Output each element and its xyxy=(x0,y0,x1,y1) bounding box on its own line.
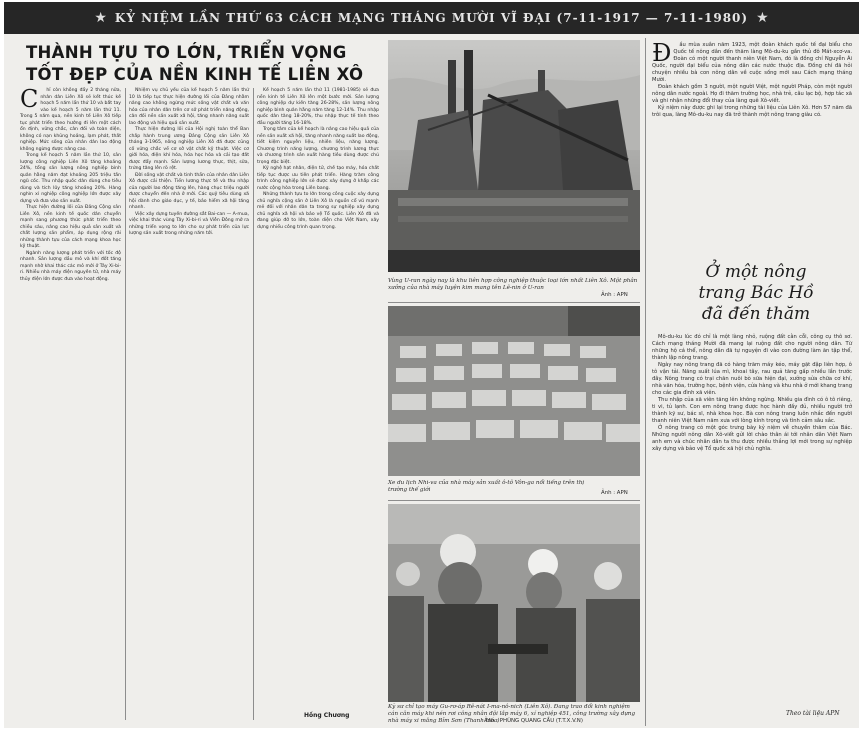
article-headline xyxy=(26,42,366,86)
article-paragraph: hỉ còn không đầy 2 tháng nữa, nhân dân Liên Xô sẽ kết thúc kế hoạch 5 năm lần thứ 10 và bắt tay vào kế hoạch 5 năm lần thứ 11. Trong 5 năm qua, nền kinh tế Liên Xô tiếp tục phát triển theo hướng đi lên một cách ổn định, vững chắc, cân đối và toàn diện, không có nạn khủng hoảng, lạm phát, thất nghiệp. Mức sống của nhân dân lao động không ngừng được nâng cao. xyxy=(20,88,121,152)
article-paragraph: Kỹ nghệ hạt nhân, điện tử, chế tạo máy, hóa chất tiếp tục được ưu tiên phát triển. Hàng trăm công trình công nghiệp lớn sẽ được xây dựng ở khắp các nước cộng hòa trong Liên bang. xyxy=(257,166,379,191)
sidebar-headline-line-1: Ở một nông xyxy=(705,262,807,282)
sidebar-paragraph: Kỷ niệm này được ghi lại trong những tài liệu của Liên Xô. Hơn 57 năm đã trôi qua, làng Mô-du-ku nay đã trở thành một nông trang giàu có. xyxy=(652,105,852,118)
factory-image xyxy=(388,40,640,272)
photo-credit: Ảnh : APN xyxy=(601,490,628,496)
banner-title: KỶ NIỆM LẦN THỨ 63 CÁCH MẠNG THÁNG MƯỜI VĨ ĐẠI (7-11-1917 — 7-11-1980) xyxy=(114,11,749,25)
column-divider xyxy=(125,88,126,720)
article-paragraph: Trọng tâm của kế hoạch là nâng cao hiệu quả của nền sản xuất xã hội, tăng nhanh năng suất lao động, tiết kiệm nguyên liệu, nhiên liệu, năng lượng. Chương trình năng lượng, chương trình lương thực và chương trình sản xuất hàng tiêu dùng được chú trọng đặc biệt. xyxy=(257,127,379,165)
article-column-1 xyxy=(20,85,121,720)
article-paragraph: Những thành tựu to lớn trong công cuộc xây dựng chủ nghĩa cộng sản ở Liên Xô là nguồn cổ vũ mạnh mẽ đối với nhân dân ta trong sự nghiệp xây dựng chủ nghĩa xã hội và bảo vệ Tổ quốc. Liên Xô đã và đang giúp đỡ to lớn, toàn diện cho Việt Nam, xây dựng nhiều công trình quan trọng. xyxy=(257,192,379,230)
cars-photo xyxy=(388,306,640,476)
photo-caption: Xe du lịch Nhi-va của nhà máy sản xuất ô-tô Vôn-ga nổi tiếng trên thị trường thế giới xyxy=(388,480,585,493)
sidebar-paragraph: Ở nông trang có một góc trưng bày kỷ niệm về chuyến thăm của Bác. Những người nông dân Xô-viết gửi lời chào thân ái tới nhân dân Việt Nam anh em và chúc nhân dân ta thu được nhiều thắng lợi mới trong sự nghiệp xây dựng và bảo vệ Tổ quốc xã hội chủ nghĩa. xyxy=(652,425,852,452)
newspaper-page xyxy=(4,2,859,728)
sidebar-paragraph: Đoàn khách gồm 3 người, một người Việt, một người Pháp, còn một người nông dân nước ngoài. Họ đi thăm trường học, nhà trẻ, câu lạc bộ, hợp tác xã và ghi nhận những đổi thay của làng quê Xô-viết. xyxy=(652,84,852,104)
article-column-3 xyxy=(257,88,379,700)
column-divider xyxy=(253,88,254,720)
sidebar-paragraph: Ngày nay nông trang đã có hàng trăm máy kéo, máy gặt đập liên hợp, ô tô vận tải. Năng suất lúa mì, khoai tây, rau quả tăng gấp nhiều lần trước đây. Nông trang có trại chăn nuôi bò sữa hiện đại, xưởng sửa chữa cơ khí, nhà văn hóa, trường học, bệnh viện, cửa hàng và khu nhà ở mới khang trang cho các gia đình xã viên. xyxy=(652,362,852,396)
workers-photo xyxy=(388,504,640,702)
sidebar-paragraph: Mô-du-ku lúc đó chỉ là một làng nhỏ, ruộng đất cằn cỗi, công cụ thô sơ. Cách mạng tháng Mười đã mang lại ruộng đất cho người nông dân. Từ những hộ cá thể, nông dân đã tự nguyện đi vào con đường làm ăn tập thể, thành lập nông trang. xyxy=(652,334,852,361)
photo-credit: Ảnh : APN xyxy=(601,292,628,298)
sidebar-headline-line-3: đã đến thăm xyxy=(701,304,811,324)
sidebar-dropcap: Đ xyxy=(652,39,672,67)
article-author: Hồng Chương xyxy=(304,712,350,719)
article-column-2 xyxy=(129,88,249,710)
sidebar-column-bottom xyxy=(652,334,852,706)
sidebar-paragraph: ầu mùa xuân năm 1923, một đoàn khách quốc tế đại biểu cho Quốc tế nông dân đến thăm làng Mô-du-ku gần thủ đô Mát-xcơ-va. Đoàn có một người thanh niên Việt Nam, đó là đồng chí Nguyễn Ái Quốc, người đại biểu của nông dân các nước thuộc địa. Đồng chí đã hỏi chuyện nhiều bà con nông dân về cuộc sống mới sau Cách mạng tháng Mười. xyxy=(652,42,852,83)
photo-caption: Vùng U-ran ngày nay là khu liên hợp công nghiệp thuộc loại lớn nhất Liên Xô. Một phân xưởng của nhà máy luyện kim mang tên Lê-nin ở U-ran xyxy=(388,278,638,291)
photo-credit: Ảnh : PHÙNG QUANG CẦU (T.T.X.V.N) xyxy=(484,718,583,724)
article-paragraph: Thực hiện đường lối của Hội nghị toàn thể Ban chấp hành trung ương Đảng Cộng sản Liên Xô tháng 3-1965, nông nghiệp Liên Xô đã được củng cố vững chắc về cơ sở vật chất kỹ thuật. Việc cơ giới hóa, điện khí hóa, hóa học hóa và cải tạo đất được đẩy mạnh. Sản lượng lương thực, thịt, sữa, trứng tăng lên rõ rệt. xyxy=(129,127,249,171)
article-paragraph: Việc xây dựng tuyến đường sắt Bai-can — A-mua, việc khai thác vùng Tây Xi-bi-ri và Viễn Đông mở ra những triển vọng to lớn cho sự phát triển của lực lượng sản xuất trong những năm tới. xyxy=(129,211,250,236)
sidebar-paragraph: Thu nhập của xã viên tăng lên không ngừng. Nhiều gia đình có ô tô riêng, ti vi, tủ lạnh. Con em nông trang được học hành đầy đủ, nhiều người trở thành kỹ sư, bác sĩ, nhà khoa học. Bà con nông trang luôn nhắc đến người thanh niên Việt Nam năm xưa với lòng kính trọng và tình cảm sâu sắc. xyxy=(652,397,852,424)
article-paragraph: Nhiệm vụ chủ yếu của kế hoạch 5 năm lần thứ 10 là tiếp tục thực hiện đường lối của Đảng nhằm nâng cao không ngừng mức sống vật chất và văn hóa của nhân dân trên cơ sở phát triển năng động, cân đối nền sản xuất xã hội, tăng nhanh năng suất lao động và hiệu quả sản xuất. xyxy=(129,88,249,126)
section-divider xyxy=(388,302,640,303)
headline-line-1: THÀNH TỰU TO LỚN, TRIỂN VỌNG xyxy=(26,43,347,62)
article-paragraph: Kế hoạch 5 năm lần thứ 11 (1981-1985) sẽ đưa nền kinh tế Liên Xô lên một bước mới. Sản lượng công nghiệp dự kiến tăng 26-28%, sản lượng nông nghiệp bình quân hằng năm tăng 12-14%. Thu nhập quốc dân tăng 18-20%, thu nhập thực tế tính theo đầu người tăng 16-18%. xyxy=(257,88,379,126)
sidebar-column-top xyxy=(652,39,852,254)
photo-caption: Kỹ sư chỉ tạo máy Gu-rơ-áp Rê-nát I-ma-nô-nich (Liên Xô). Đang trao đổi kinh nghiệm cán cân máy khi nén rơi công nhân đội lắp máy 6, xí nghiệp 451, công trường xây dựng nhà máy xi măng Bỉm Sơn (Thanh Hóa) xyxy=(388,704,636,724)
article-paragraph: Ngành năng lượng phát triển với tốc độ nhanh. Sản lượng dầu mỏ và khí đốt tăng mạnh nhờ khai thác các mỏ mới ở Tây Xi-bi-ri. Nhiều nhà máy điện nguyên tử, nhà máy thủy điện lớn được đưa vào hoạt động. xyxy=(20,250,121,282)
anniversary-banner xyxy=(4,2,859,34)
sidebar-source: Theo tài liệu APN xyxy=(786,710,840,717)
star-icon: ★ xyxy=(94,10,107,26)
steel-plant-photo xyxy=(388,40,640,272)
article-paragraph: Trong kế hoạch 5 năm lần thứ 10, sản lượng công nghiệp Liên Xô tăng khoảng 24%, tổng sản lượng nông nghiệp bình quân hằng năm đạt khoảng 205 triệu tấn ngũ cốc. Thu nhập quốc dân dùng cho tiêu dùng và tích lũy tăng khoảng 20%. Hàng nghìn xí nghiệp công nghiệp lớn được xây dựng và đưa vào sản xuất. xyxy=(20,153,121,204)
workers-image xyxy=(388,504,640,702)
star-icon: ★ xyxy=(756,10,769,26)
sidebar-headline-line-2: trang Bác Hồ xyxy=(698,283,814,303)
cars-image xyxy=(388,306,640,476)
sidebar-headline xyxy=(666,262,846,325)
article-paragraph: Thực hiện đường lối của Đảng Cộng sản Liên Xô, nền kinh tế quốc dân chuyển mạnh sang phương thức phát triển theo chiều sâu, nâng cao hiệu quả sản xuất và chất lượng sản phẩm, áp dụng rộng rãi những thành tựu của cách mạng khoa học kỹ thuật. xyxy=(20,205,121,249)
article-paragraph: Đời sống vật chất và tinh thần của nhân dân Liên Xô được cải thiện. Tiền lương thực tế và thu nhập của người lao động tăng lên, hàng chục triệu người được chuyển đến nhà ở mới. Các quỹ tiêu dùng xã hội dành cho giáo dục, y tế, bảo hiểm xã hội tăng nhanh. xyxy=(129,172,249,210)
article-dropcap: C xyxy=(20,85,39,113)
section-divider xyxy=(388,500,640,501)
headline-line-2: TỐT ĐẸP CỦA NỀN KINH TẾ LIÊN XÔ xyxy=(26,65,364,84)
